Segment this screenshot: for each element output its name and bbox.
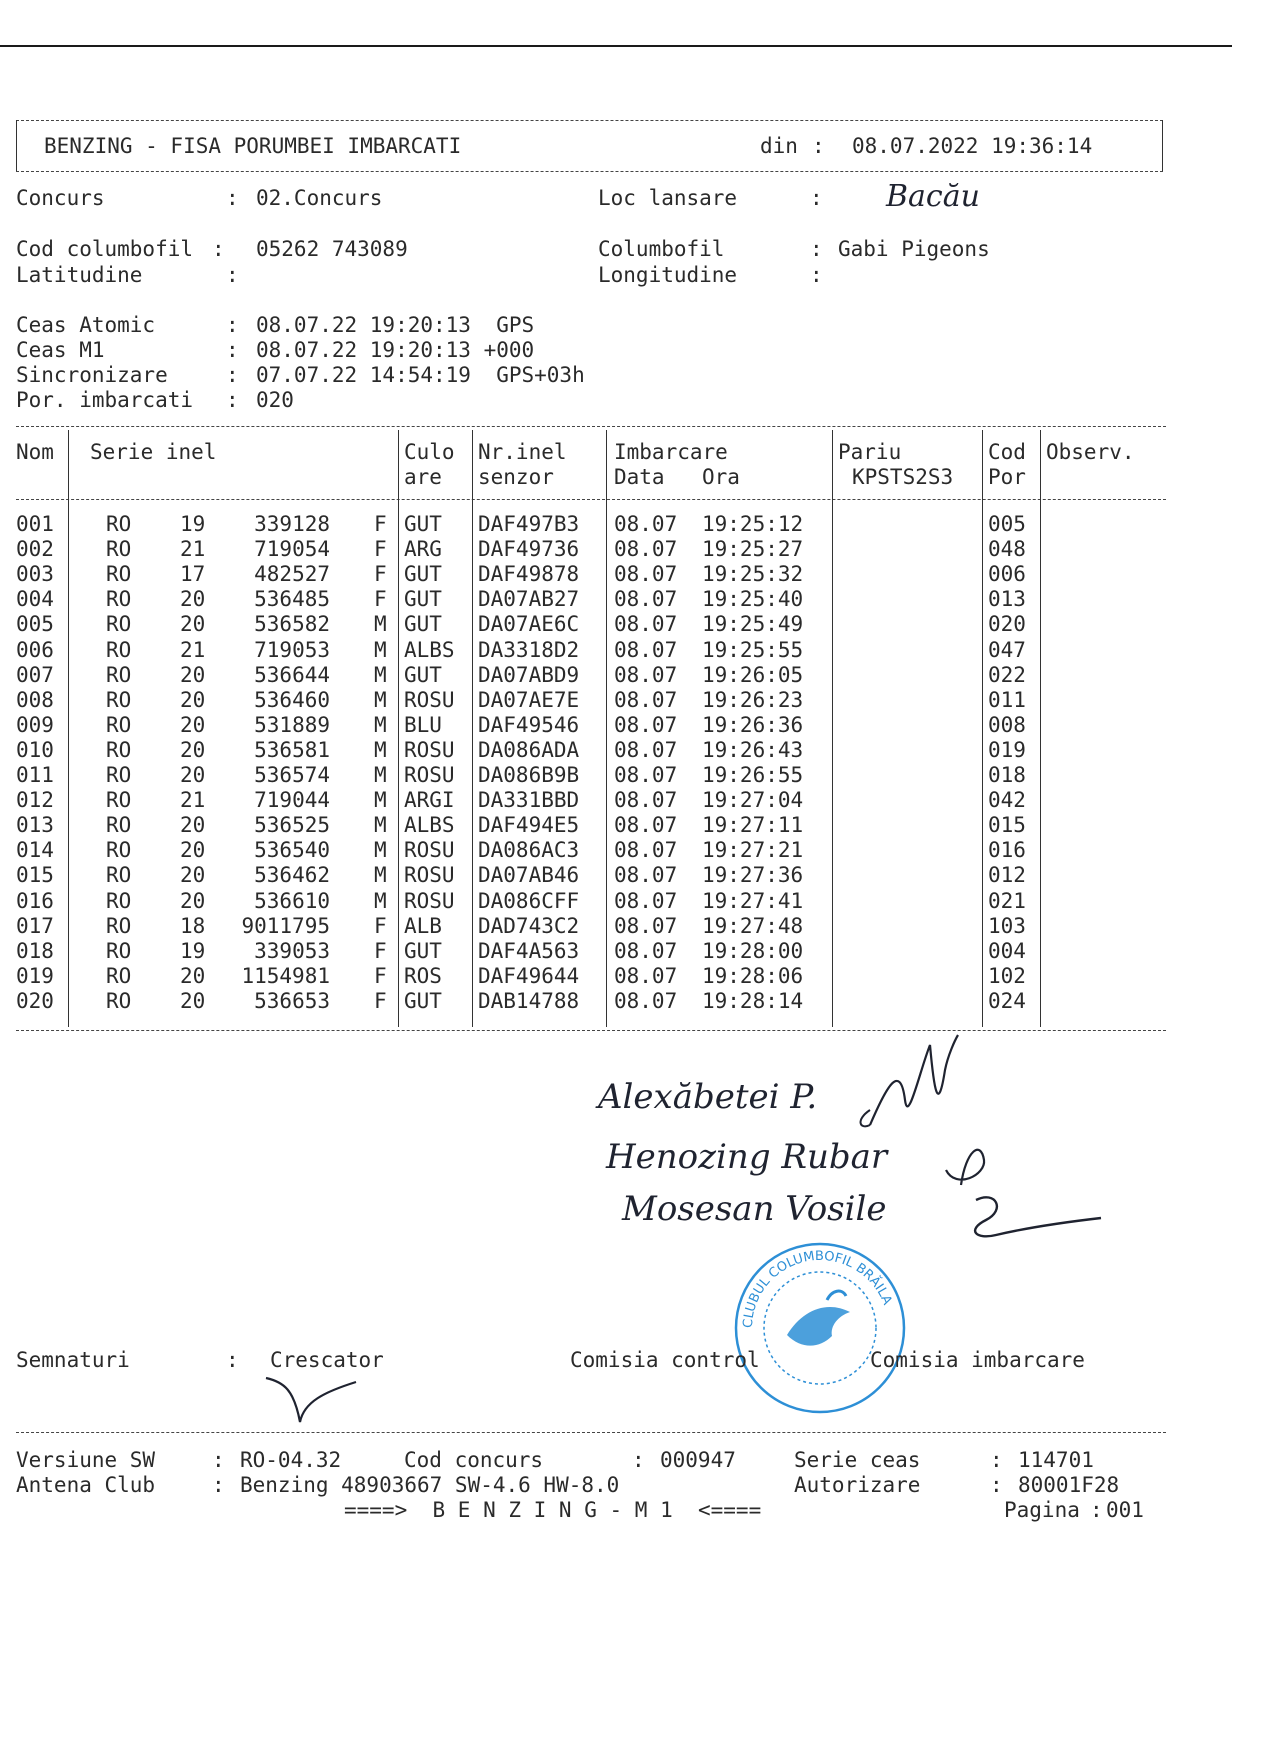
cell-cod: 012 bbox=[988, 863, 1026, 888]
sincronizare-value: 07.07.22 14:54:19 GPS+03h bbox=[256, 363, 585, 387]
date-colon: : bbox=[812, 134, 825, 158]
cell-nom: 017 bbox=[16, 913, 54, 938]
date-label: din bbox=[760, 134, 798, 158]
cell-nr: 339128 bbox=[254, 512, 330, 536]
signature-name-2: Henozing Rubar bbox=[606, 1137, 888, 1177]
cell-tara: RO bbox=[106, 712, 132, 737]
cell-ora: 19:27:36 bbox=[702, 863, 804, 888]
cell-nr: 719044 bbox=[254, 788, 330, 813]
cell-sex: M bbox=[374, 888, 387, 913]
signature-scribble-1 bbox=[850, 1030, 970, 1140]
cell-an: 20 bbox=[180, 838, 206, 863]
cell-an: 20 bbox=[180, 813, 206, 838]
cell-sex: F bbox=[374, 562, 387, 587]
cell-nom: 010 bbox=[16, 737, 54, 762]
cell-nr: 536460 bbox=[254, 687, 330, 712]
antena-value: Benzing 48903667 SW-4.6 HW-8.0 bbox=[240, 1473, 620, 1497]
cell-ora: 19:25:12 bbox=[702, 512, 804, 536]
table-bottom-rule bbox=[16, 1030, 1166, 1031]
cell-tara: RO bbox=[106, 788, 132, 813]
cell-tara: RO bbox=[106, 863, 132, 888]
table-row bbox=[0, 914, 1180, 939]
cell-nom: 006 bbox=[16, 637, 54, 662]
cell-nr: 536610 bbox=[254, 888, 330, 913]
cell-culoare: ROSU bbox=[404, 763, 455, 787]
cell-data: 08.07 bbox=[614, 913, 678, 938]
cell-culoare: ROSU bbox=[404, 838, 455, 863]
date-value: 08.07.2022 19:36:14 bbox=[852, 134, 1093, 158]
columbofil-value: Gabi Pigeons bbox=[838, 237, 990, 261]
table-row bbox=[0, 838, 1180, 863]
cell-tara: RO bbox=[106, 763, 132, 787]
cell-an: 20 bbox=[180, 687, 206, 712]
cell-sex: F bbox=[374, 963, 387, 988]
cell-nr: 1154981 bbox=[241, 963, 330, 988]
cell-nom: 002 bbox=[16, 537, 54, 562]
cell-senzor: DAF494E5 bbox=[478, 813, 580, 838]
col-header-pariu-2: KPSTS2S3 bbox=[852, 465, 954, 489]
cell-nom: 007 bbox=[16, 662, 54, 687]
cell-culoare: GUT bbox=[404, 938, 442, 963]
cell-ora: 19:27:41 bbox=[702, 888, 804, 913]
cell-cod: 019 bbox=[988, 737, 1026, 762]
table-row bbox=[0, 989, 1180, 1014]
cell-senzor: DAF49736 bbox=[478, 537, 580, 562]
table-header-rule bbox=[16, 499, 1166, 500]
cell-an: 20 bbox=[180, 712, 206, 737]
cell-nom: 018 bbox=[16, 938, 54, 963]
cell-cod: 008 bbox=[988, 712, 1026, 737]
latitudine-label: Latitudine bbox=[16, 263, 143, 287]
longitudine-label: Longitudine bbox=[598, 263, 738, 287]
versiune-label: Versiune SW bbox=[16, 1448, 156, 1472]
table-row bbox=[0, 562, 1180, 587]
cell-nr: 719053 bbox=[254, 637, 330, 662]
cell-sex: M bbox=[374, 838, 387, 863]
cell-tara: RO bbox=[106, 512, 132, 536]
cell-an: 20 bbox=[180, 737, 206, 762]
cell-sex: M bbox=[374, 687, 387, 712]
por-imbarcati-value: 020 bbox=[256, 388, 294, 412]
cell-tara: RO bbox=[106, 838, 132, 863]
cell-data: 08.07 bbox=[614, 687, 678, 712]
cell-culoare: ARGI bbox=[404, 788, 455, 813]
cell-culoare: GUT bbox=[404, 512, 442, 536]
table-row bbox=[0, 663, 1180, 688]
antena-label: Antena Club bbox=[16, 1473, 156, 1497]
cell-cod: 048 bbox=[988, 537, 1026, 562]
cell-data: 08.07 bbox=[614, 712, 678, 737]
cell-nr: 531889 bbox=[254, 712, 330, 737]
cell-nom: 015 bbox=[16, 863, 54, 888]
serie-ceas-value: 114701 bbox=[1018, 1448, 1094, 1472]
signature-scribble-2 bbox=[936, 1130, 1106, 1270]
table-row bbox=[0, 788, 1180, 813]
cell-data: 08.07 bbox=[614, 838, 678, 863]
col-header-cod-2: Por bbox=[988, 465, 1026, 489]
concurs-value: 02.Concurs bbox=[256, 186, 383, 210]
table-row bbox=[0, 587, 1180, 612]
cell-tara: RO bbox=[106, 813, 132, 838]
cell-tara: RO bbox=[106, 888, 132, 913]
cell-ora: 19:25:32 bbox=[702, 562, 804, 587]
ceas-m1-label: Ceas M1 bbox=[16, 338, 105, 362]
cell-nom: 020 bbox=[16, 988, 54, 1013]
club-stamp bbox=[732, 1240, 908, 1416]
sincronizare-label: Sincronizare bbox=[16, 363, 168, 387]
loc-lansare-value: Bacău bbox=[886, 179, 980, 214]
cod-columbofil-value: 05262 743089 bbox=[256, 237, 408, 261]
cell-cod: 022 bbox=[988, 662, 1026, 687]
header-bottom-rule bbox=[16, 171, 1163, 172]
cell-senzor: DA07AB27 bbox=[478, 587, 580, 612]
cell-tara: RO bbox=[106, 662, 132, 687]
cell-ora: 19:26:23 bbox=[702, 687, 804, 712]
cell-senzor: DAD743C2 bbox=[478, 913, 580, 938]
cell-an: 19 bbox=[180, 512, 206, 536]
comisia-control-label: Comisia control bbox=[570, 1348, 760, 1372]
cell-senzor: DA07AB46 bbox=[478, 863, 580, 888]
cell-senzor: DAB14788 bbox=[478, 988, 580, 1013]
cell-tara: RO bbox=[106, 963, 132, 988]
cell-ora: 19:27:21 bbox=[702, 838, 804, 863]
cell-tara: RO bbox=[106, 537, 132, 562]
cell-nr: 339053 bbox=[254, 938, 330, 963]
cell-sex: F bbox=[374, 512, 387, 536]
cell-senzor: DA07AE7E bbox=[478, 687, 580, 712]
cell-ora: 19:27:11 bbox=[702, 813, 804, 838]
autorizare-label: Autorizare bbox=[794, 1473, 921, 1497]
cell-nr: 482527 bbox=[254, 562, 330, 587]
cell-data: 08.07 bbox=[614, 637, 678, 662]
stamp-text: CLUBUL COLUMBOFIL BRĂILA bbox=[740, 1248, 895, 1329]
cell-cod: 011 bbox=[988, 687, 1026, 712]
crescator-signature bbox=[264, 1372, 364, 1428]
cell-ora: 19:25:49 bbox=[702, 612, 804, 637]
cell-data: 08.07 bbox=[614, 512, 678, 536]
cell-ora: 19:25:55 bbox=[702, 637, 804, 662]
cell-senzor: DAF4A563 bbox=[478, 938, 580, 963]
cell-cod: 004 bbox=[988, 938, 1026, 963]
cell-data: 08.07 bbox=[614, 537, 678, 562]
pagina-value: 001 bbox=[1106, 1498, 1144, 1522]
cell-ora: 19:28:06 bbox=[702, 963, 804, 988]
serie-ceas-label: Serie ceas bbox=[794, 1448, 921, 1472]
col-header-ora: Ora bbox=[702, 465, 740, 489]
table-row bbox=[0, 713, 1180, 738]
table-row bbox=[0, 537, 1180, 562]
cell-data: 08.07 bbox=[614, 737, 678, 762]
col-header-observatii: Observ. bbox=[1046, 440, 1135, 464]
cell-an: 17 bbox=[180, 562, 206, 587]
col-header-nom: Nom bbox=[16, 440, 54, 464]
cell-ora: 19:25:27 bbox=[702, 537, 804, 562]
comisia-imbarcare-label: Comisia imbarcare bbox=[870, 1348, 1085, 1372]
cell-nr: 536485 bbox=[254, 587, 330, 612]
cell-an: 21 bbox=[180, 788, 206, 813]
cod-concurs-label: Cod concurs bbox=[404, 1448, 544, 1472]
table-row bbox=[0, 738, 1180, 763]
header-top-rule bbox=[16, 120, 1163, 121]
cell-an: 18 bbox=[180, 913, 206, 938]
cell-culoare: GUT bbox=[404, 612, 442, 637]
ceas-m1-value: 08.07.22 19:20:13 +000 bbox=[256, 338, 535, 362]
table-top-rule bbox=[16, 426, 1166, 427]
cell-ora: 19:26:43 bbox=[702, 737, 804, 762]
cell-senzor: DAF49878 bbox=[478, 562, 580, 587]
cell-sex: F bbox=[374, 938, 387, 963]
cell-culoare: ROSU bbox=[404, 737, 455, 762]
table-row bbox=[0, 763, 1180, 788]
cell-cod: 102 bbox=[988, 963, 1026, 988]
cell-senzor: DA331BBD bbox=[478, 788, 580, 813]
cell-culoare: ARG bbox=[404, 537, 442, 562]
pagina-label: Pagina bbox=[1004, 1498, 1080, 1522]
cell-tara: RO bbox=[106, 587, 132, 612]
cell-cod: 103 bbox=[988, 913, 1026, 938]
cell-nr: 536653 bbox=[254, 988, 330, 1013]
cell-senzor: DA07AE6C bbox=[478, 612, 580, 637]
cell-sex: M bbox=[374, 863, 387, 888]
cell-culoare: ROSU bbox=[404, 687, 455, 712]
cell-nom: 008 bbox=[16, 687, 54, 712]
cell-senzor: DAF49644 bbox=[478, 963, 580, 988]
cell-tara: RO bbox=[106, 687, 132, 712]
table-row bbox=[0, 612, 1180, 637]
cell-an: 20 bbox=[180, 963, 206, 988]
cell-nr: 536582 bbox=[254, 612, 330, 637]
cell-an: 21 bbox=[180, 537, 206, 562]
cell-data: 08.07 bbox=[614, 888, 678, 913]
cell-senzor: DA086CFF bbox=[478, 888, 580, 913]
cell-data: 08.07 bbox=[614, 813, 678, 838]
table-row bbox=[0, 939, 1180, 964]
col-header-serie: Serie inel bbox=[90, 440, 217, 464]
cell-nom: 019 bbox=[16, 963, 54, 988]
table-row bbox=[0, 863, 1180, 888]
cell-cod: 016 bbox=[988, 838, 1026, 863]
cell-cod: 020 bbox=[988, 612, 1026, 637]
cell-nr: 536644 bbox=[254, 662, 330, 687]
cell-an: 20 bbox=[180, 662, 206, 687]
cell-sex: M bbox=[374, 788, 387, 813]
cell-senzor: DAF497B3 bbox=[478, 512, 580, 536]
cell-sex: M bbox=[374, 662, 387, 687]
cell-sex: M bbox=[374, 813, 387, 838]
cell-sex: M bbox=[374, 712, 387, 737]
cell-sex: M bbox=[374, 763, 387, 787]
cell-an: 21 bbox=[180, 637, 206, 662]
cell-ora: 19:25:40 bbox=[702, 587, 804, 612]
cell-tara: RO bbox=[106, 612, 132, 637]
col-header-nrinel-2: senzor bbox=[478, 465, 554, 489]
cell-culoare: ALBS bbox=[404, 813, 455, 838]
cell-data: 08.07 bbox=[614, 938, 678, 963]
col-header-nrinel-1: Nr.inel bbox=[478, 440, 567, 464]
versiune-value: RO-04.32 bbox=[240, 1448, 342, 1472]
cell-tara: RO bbox=[106, 737, 132, 762]
loc-lansare-label: Loc lansare bbox=[598, 186, 738, 210]
table-row bbox=[0, 688, 1180, 713]
benzing-banner: ====> B E N Z I N G - M 1 <==== bbox=[344, 1498, 762, 1522]
cell-sex: M bbox=[374, 612, 387, 637]
crescator-label: Crescator bbox=[270, 1348, 384, 1372]
cell-ora: 19:26:05 bbox=[702, 662, 804, 687]
cell-culoare: BLU bbox=[404, 712, 442, 737]
cell-an: 20 bbox=[180, 587, 206, 612]
cell-culoare: ALB bbox=[404, 913, 442, 938]
col-header-culoare-2: are bbox=[404, 465, 442, 489]
cell-ora: 19:26:36 bbox=[702, 712, 804, 737]
cell-sex: F bbox=[374, 913, 387, 938]
cell-nr: 9011795 bbox=[241, 913, 330, 938]
semnaturi-label: Semnaturi bbox=[16, 1348, 130, 1372]
cell-culoare: ROSU bbox=[404, 888, 455, 913]
table-row bbox=[0, 813, 1180, 838]
cell-culoare: ROSU bbox=[404, 863, 455, 888]
cell-nom: 013 bbox=[16, 813, 54, 838]
cell-data: 08.07 bbox=[614, 587, 678, 612]
ceas-atomic-label: Ceas Atomic bbox=[16, 313, 156, 337]
cell-ora: 19:27:48 bbox=[702, 913, 804, 938]
col-header-data: Data bbox=[614, 465, 665, 489]
cell-senzor: DA086B9B bbox=[478, 763, 580, 787]
table-row bbox=[0, 889, 1180, 914]
cell-ora: 19:26:55 bbox=[702, 763, 804, 787]
cell-cod: 015 bbox=[988, 813, 1026, 838]
col-header-culoare-1: Culo bbox=[404, 440, 455, 464]
cell-nr: 536462 bbox=[254, 863, 330, 888]
cell-tara: RO bbox=[106, 637, 132, 662]
cell-sex: M bbox=[374, 637, 387, 662]
cell-cod: 018 bbox=[988, 763, 1026, 787]
cell-tara: RO bbox=[106, 562, 132, 587]
cell-culoare: GUT bbox=[404, 662, 442, 687]
cell-senzor: DA3318D2 bbox=[478, 637, 580, 662]
cell-nom: 009 bbox=[16, 712, 54, 737]
cell-tara: RO bbox=[106, 913, 132, 938]
cell-ora: 19:27:04 bbox=[702, 788, 804, 813]
cell-an: 20 bbox=[180, 763, 206, 787]
cell-culoare: GUT bbox=[404, 562, 442, 587]
cell-data: 08.07 bbox=[614, 988, 678, 1013]
cell-cod: 006 bbox=[988, 562, 1026, 587]
footer-rule bbox=[16, 1432, 1166, 1433]
cell-data: 08.07 bbox=[614, 562, 678, 587]
cell-an: 20 bbox=[180, 863, 206, 888]
cell-nr: 536581 bbox=[254, 737, 330, 762]
cell-culoare: GUT bbox=[404, 587, 442, 612]
signature-name-3: Mosesan Vosile bbox=[622, 1189, 887, 1229]
col-header-imbarcare: Imbarcare bbox=[614, 440, 728, 464]
cell-sex: F bbox=[374, 537, 387, 562]
top-rule bbox=[0, 45, 1232, 47]
cell-cod: 047 bbox=[988, 637, 1026, 662]
cell-data: 08.07 bbox=[614, 662, 678, 687]
cod-columbofil-label: Cod columbofil bbox=[16, 237, 194, 261]
cell-nom: 016 bbox=[16, 888, 54, 913]
cell-nr: 536574 bbox=[254, 763, 330, 787]
cell-culoare: ROS bbox=[404, 963, 442, 988]
cell-sex: M bbox=[374, 737, 387, 762]
cell-senzor: DA086ADA bbox=[478, 737, 580, 762]
cell-nr: 536525 bbox=[254, 813, 330, 838]
cell-cod: 024 bbox=[988, 988, 1026, 1013]
cell-nom: 004 bbox=[16, 587, 54, 612]
cell-sex: F bbox=[374, 988, 387, 1013]
cell-nr: 536540 bbox=[254, 838, 330, 863]
cell-tara: RO bbox=[106, 988, 132, 1013]
cell-cod: 005 bbox=[988, 512, 1026, 536]
document-title: BENZING - FISA PORUMBEI IMBARCATI bbox=[44, 134, 462, 158]
concurs-label: Concurs bbox=[16, 186, 105, 210]
cell-nom: 014 bbox=[16, 838, 54, 863]
table-row bbox=[0, 964, 1180, 989]
cell-tara: RO bbox=[106, 938, 132, 963]
cod-concurs-value: 000947 bbox=[660, 1448, 736, 1472]
cell-data: 08.07 bbox=[614, 612, 678, 637]
cell-an: 19 bbox=[180, 938, 206, 963]
cell-ora: 19:28:00 bbox=[702, 938, 804, 963]
cell-cod: 042 bbox=[988, 788, 1026, 813]
cell-cod: 013 bbox=[988, 587, 1026, 612]
table-row bbox=[0, 638, 1180, 663]
cell-cod: 021 bbox=[988, 888, 1026, 913]
cell-an: 20 bbox=[180, 888, 206, 913]
columbofil-label: Columbofil bbox=[598, 237, 725, 261]
por-imbarcati-label: Por. imbarcati bbox=[16, 388, 194, 412]
cell-nom: 001 bbox=[16, 512, 54, 536]
header-box-right bbox=[1162, 120, 1163, 172]
cell-an: 20 bbox=[180, 988, 206, 1013]
cell-culoare: GUT bbox=[404, 988, 442, 1013]
cell-nr: 719054 bbox=[254, 537, 330, 562]
cell-nom: 003 bbox=[16, 562, 54, 587]
cell-senzor: DA07ABD9 bbox=[478, 662, 580, 687]
col-header-cod-1: Cod bbox=[988, 440, 1026, 464]
cell-an: 20 bbox=[180, 612, 206, 637]
cell-data: 08.07 bbox=[614, 763, 678, 787]
cell-data: 08.07 bbox=[614, 963, 678, 988]
signature-name-1: Alexăbetei P. bbox=[598, 1077, 818, 1117]
col-header-pariu-1: Pariu bbox=[838, 440, 902, 464]
ceas-atomic-value: 08.07.22 19:20:13 GPS bbox=[256, 313, 535, 337]
table-row bbox=[0, 512, 1180, 537]
cell-data: 08.07 bbox=[614, 863, 678, 888]
cell-ora: 19:28:14 bbox=[702, 988, 804, 1013]
cell-senzor: DAF49546 bbox=[478, 712, 580, 737]
header-box-left bbox=[16, 120, 17, 172]
cell-data: 08.07 bbox=[614, 788, 678, 813]
cell-culoare: ALBS bbox=[404, 637, 455, 662]
cell-nom: 005 bbox=[16, 612, 54, 637]
cell-sex: F bbox=[374, 587, 387, 612]
cell-nom: 011 bbox=[16, 763, 54, 787]
autorizare-value: 80001F28 bbox=[1018, 1473, 1120, 1497]
cell-senzor: DA086AC3 bbox=[478, 838, 580, 863]
cell-nom: 012 bbox=[16, 788, 54, 813]
